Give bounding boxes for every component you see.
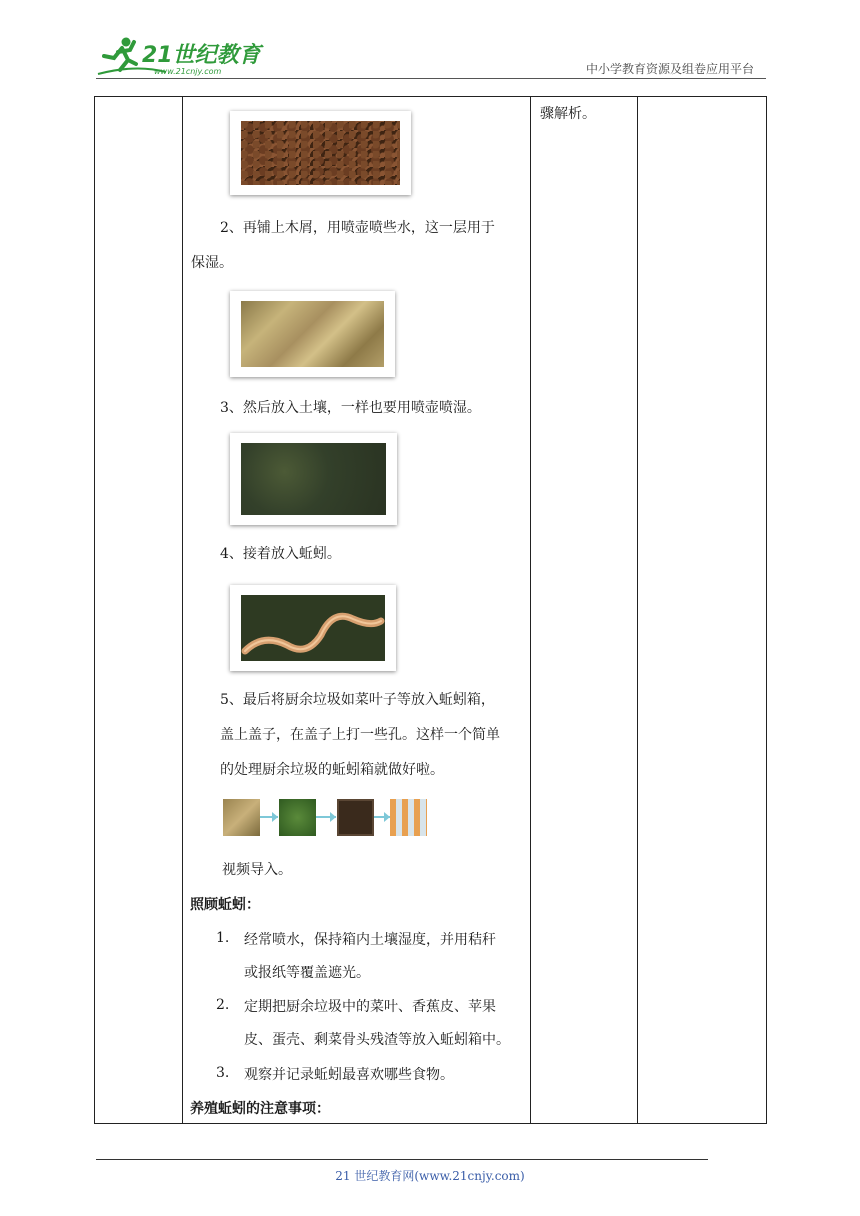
step-5-text-cont: 的处理厨余垃圾的蚯蚓箱就做好啦。 (220, 762, 444, 778)
arrow-icon (272, 812, 278, 822)
footer-divider (96, 1159, 708, 1160)
svg-text:www.21cnjy.com: www.21cnjy.com (154, 67, 222, 76)
care-item-2-cont: 皮、蛋壳、剩菜骨头残渣等放入蚯蚓箱中。 (244, 1032, 510, 1048)
step-3-text: 3、然后放入土壤，一样也要用喷壶喷湿。 (220, 400, 481, 416)
column-divider (182, 97, 183, 1123)
care-item-3: 观察并记录蚯蚓最喜欢哪些食物。 (244, 1067, 454, 1083)
care-item-1-cont: 或报纸等覆盖遮光。 (244, 965, 370, 981)
site-logo (96, 34, 266, 80)
photo-soil (230, 433, 397, 525)
notes-heading: 养殖蚯蚓的注意事项： (190, 1101, 330, 1117)
step-4-text: 4、接着放入蚯蚓。 (220, 546, 341, 562)
video-intro-text: 视频导入。 (222, 862, 292, 878)
list-number: 1. (216, 930, 230, 946)
step-5-text: 5、最后将厨余垃圾如菜叶子等放入蚯蚓箱， (220, 692, 495, 708)
site-title: 中小学教育资源及组卷应用平台 (585, 62, 754, 76)
care-item-2: 定期把厨余垃圾中的菜叶、香蕉皮、苹果 (244, 999, 496, 1015)
step-2-text: 2、再铺上木屑，用喷壶喷些水，这一层用于 (220, 220, 495, 236)
lesson-table (94, 96, 767, 1124)
care-heading: 照顾蚯蚓： (190, 897, 260, 913)
svg-text:21世纪教育: 21世纪教育 (142, 43, 261, 68)
photo-wood-chips (230, 111, 411, 195)
footer-link[interactable]: 21 世纪教育网(www.21cnjy.com) (335, 1169, 525, 1183)
header-divider (96, 78, 766, 79)
list-number: 3. (216, 1065, 230, 1081)
list-number: 2. (216, 997, 230, 1013)
analysis-text: 骤解析。 (540, 106, 596, 122)
photo-earthworm (230, 585, 396, 671)
column-divider (637, 97, 638, 1123)
care-item-1: 经常喷水，保持箱内土壤湿度，并用秸秆 (244, 932, 496, 948)
photo-sawdust (230, 291, 395, 377)
step-5-text-cont: 盖上盖子，在盖子上打一些孔。这样一个简单 (220, 727, 500, 743)
step-2-text-cont: 保湿。 (191, 255, 233, 271)
arrow-icon (330, 812, 336, 822)
column-divider (530, 97, 531, 1123)
